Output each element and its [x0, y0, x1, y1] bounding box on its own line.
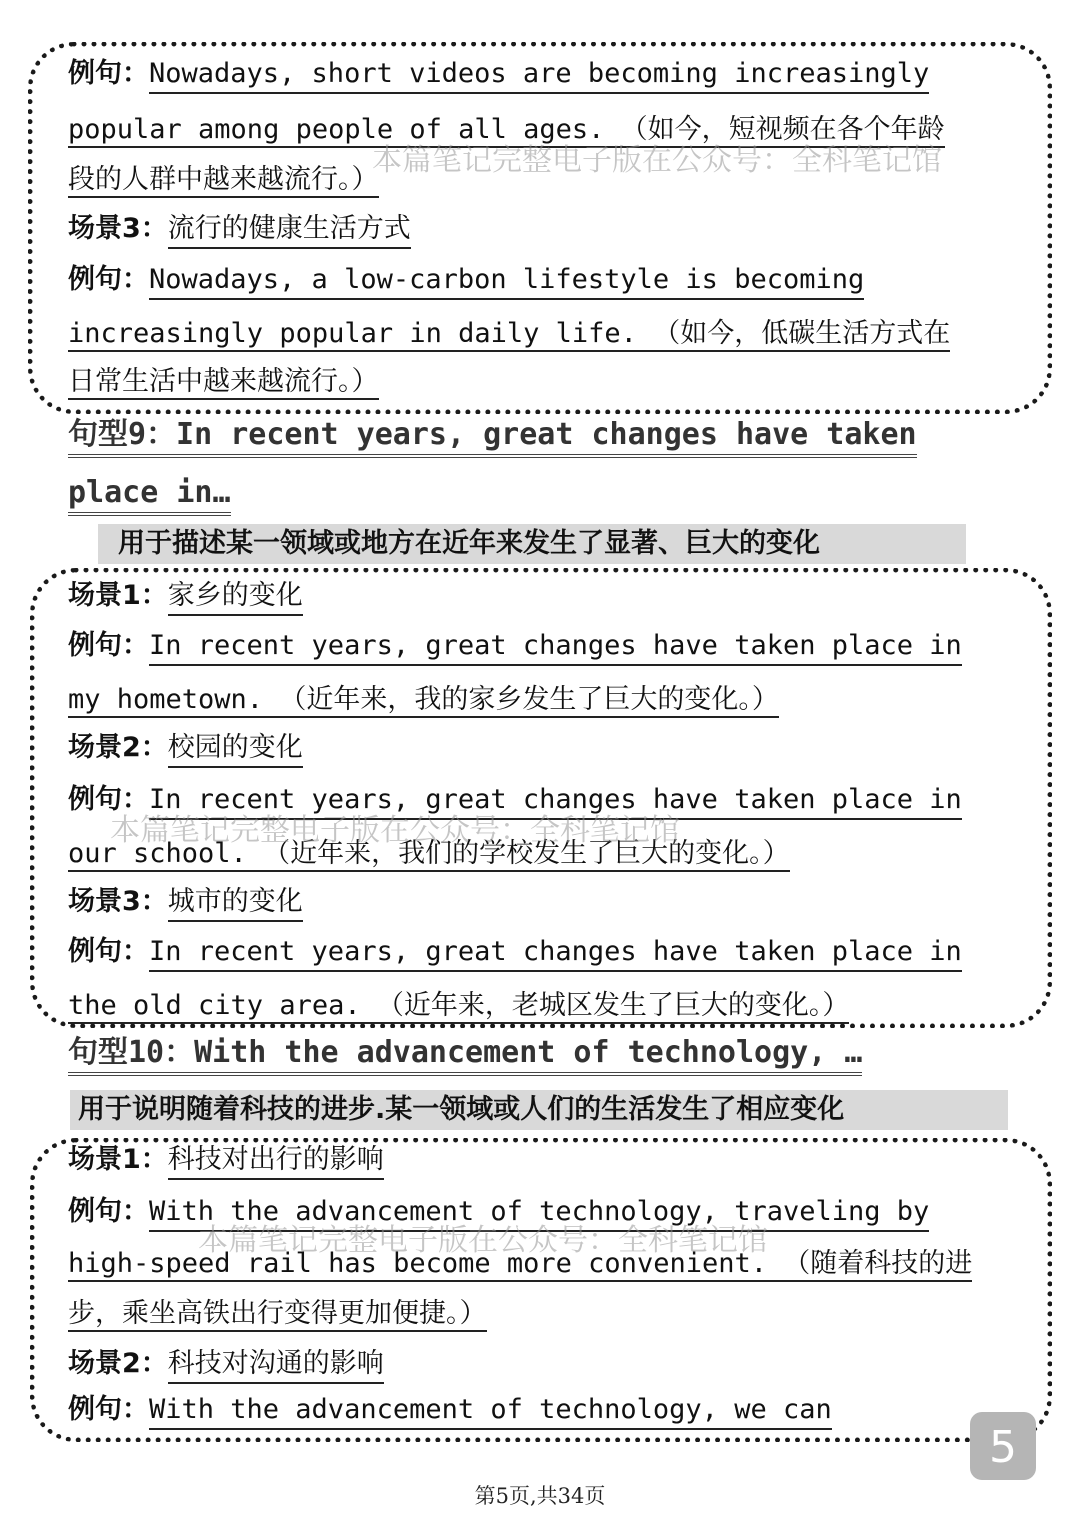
watermark: 本篇笔记完整电子版在公众号：全科笔记馆 — [198, 1223, 768, 1258]
pattern-10-heading: 句型10：With the advancement of technology, … — [68, 1038, 862, 1076]
example-text: 步，乘坐高铁出行变得更加便捷。） — [68, 1300, 487, 1332]
example-text: 段的人群中越来越流行。） — [68, 166, 379, 198]
scene-text: 家乡的变化 — [168, 580, 303, 616]
example-text: 日常生活中越来越流行。） — [68, 368, 379, 400]
watermark: 本篇笔记完整电子版在公众号：全科笔记馆 — [372, 143, 942, 178]
example-label: 例句： — [68, 630, 149, 661]
example-line — [68, 632, 962, 659]
scene-label: 场景3： — [68, 213, 168, 244]
example-text: popular among people of all ages. （如今，短视频在各个年龄 — [68, 116, 945, 148]
example-text: my hometown. （近年来，我的家乡发生了巨大的变化。） — [68, 686, 779, 718]
pattern-9-heading-cont: place in… — [68, 478, 231, 516]
example-text: In recent years, great changes have taken place in — [149, 936, 962, 972]
scene-line — [68, 1350, 384, 1377]
pattern-9-heading: 句型9：In recent years, great changes have taken — [68, 420, 917, 458]
scene-label: 场景2： — [68, 732, 168, 763]
scene-text: 流行的健康生活方式 — [168, 213, 411, 249]
scene-label: 场景1： — [68, 580, 168, 611]
watermark: 本篇笔记完整电子版在公众号：全科笔记馆 — [110, 813, 680, 848]
page-number-badge: 5 — [970, 1412, 1036, 1480]
scene-text: 科技对出行的影响 — [168, 1144, 384, 1180]
example-line — [68, 938, 962, 965]
example-text: Nowadays, short videos are becoming increasingly — [149, 58, 929, 94]
scene-label: 场景2： — [68, 1348, 168, 1379]
example-label: 例句： — [68, 1196, 149, 1227]
scene-line — [68, 734, 303, 761]
example-text: With the advancement of technology, traveling by — [149, 1196, 929, 1232]
example-label: 例句： — [68, 264, 149, 295]
example-text: In recent years, great changes have taken place in — [149, 784, 962, 820]
example-line — [68, 60, 929, 87]
example-text: In recent years, great changes have taken place in — [149, 630, 962, 666]
example-text: high-speed rail has become more convenient. （随着科技的进 — [68, 1250, 972, 1282]
example-text: our school. （近年来，我们的学校发生了巨大的变化。） — [68, 840, 790, 872]
page-footer: 第5页,共34页 — [474, 1484, 606, 1508]
example-line — [68, 1198, 929, 1225]
pattern-9-usage-banner: 用于描述某一领域或地方在近年来发生了显著、巨大的变化 — [98, 524, 966, 564]
example-label: 例句： — [68, 58, 149, 89]
example-line — [68, 786, 962, 813]
example-text: increasingly popular in daily life. （如今，低碳生活方式在 — [68, 320, 950, 352]
example-label: 例句： — [68, 936, 149, 967]
example-line — [68, 1396, 832, 1423]
example-text: Nowadays, a low-carbon lifestyle is becoming — [149, 264, 864, 300]
example-label: 例句： — [68, 1394, 149, 1425]
example-text: the old city area. （近年来，老城区发生了巨大的变化。） — [68, 992, 849, 1024]
scene-line — [68, 582, 303, 609]
scene-text: 科技对沟通的影响 — [168, 1348, 384, 1384]
scene-text: 城市的变化 — [168, 886, 303, 922]
scene-line — [68, 215, 411, 242]
scene-label: 场景1： — [68, 1144, 168, 1175]
scene-line — [68, 888, 303, 915]
example-text: With the advancement of technology, we can — [149, 1394, 832, 1430]
example-line — [68, 266, 864, 293]
example-label: 例句： — [68, 784, 149, 815]
scene-label: 场景3： — [68, 886, 168, 917]
pattern-10-usage-banner: 用于说明随着科技的进步.某一领域或人们的生活发生了相应变化 — [70, 1090, 1008, 1130]
scene-text: 校园的变化 — [168, 732, 303, 768]
scene-line — [68, 1146, 384, 1173]
